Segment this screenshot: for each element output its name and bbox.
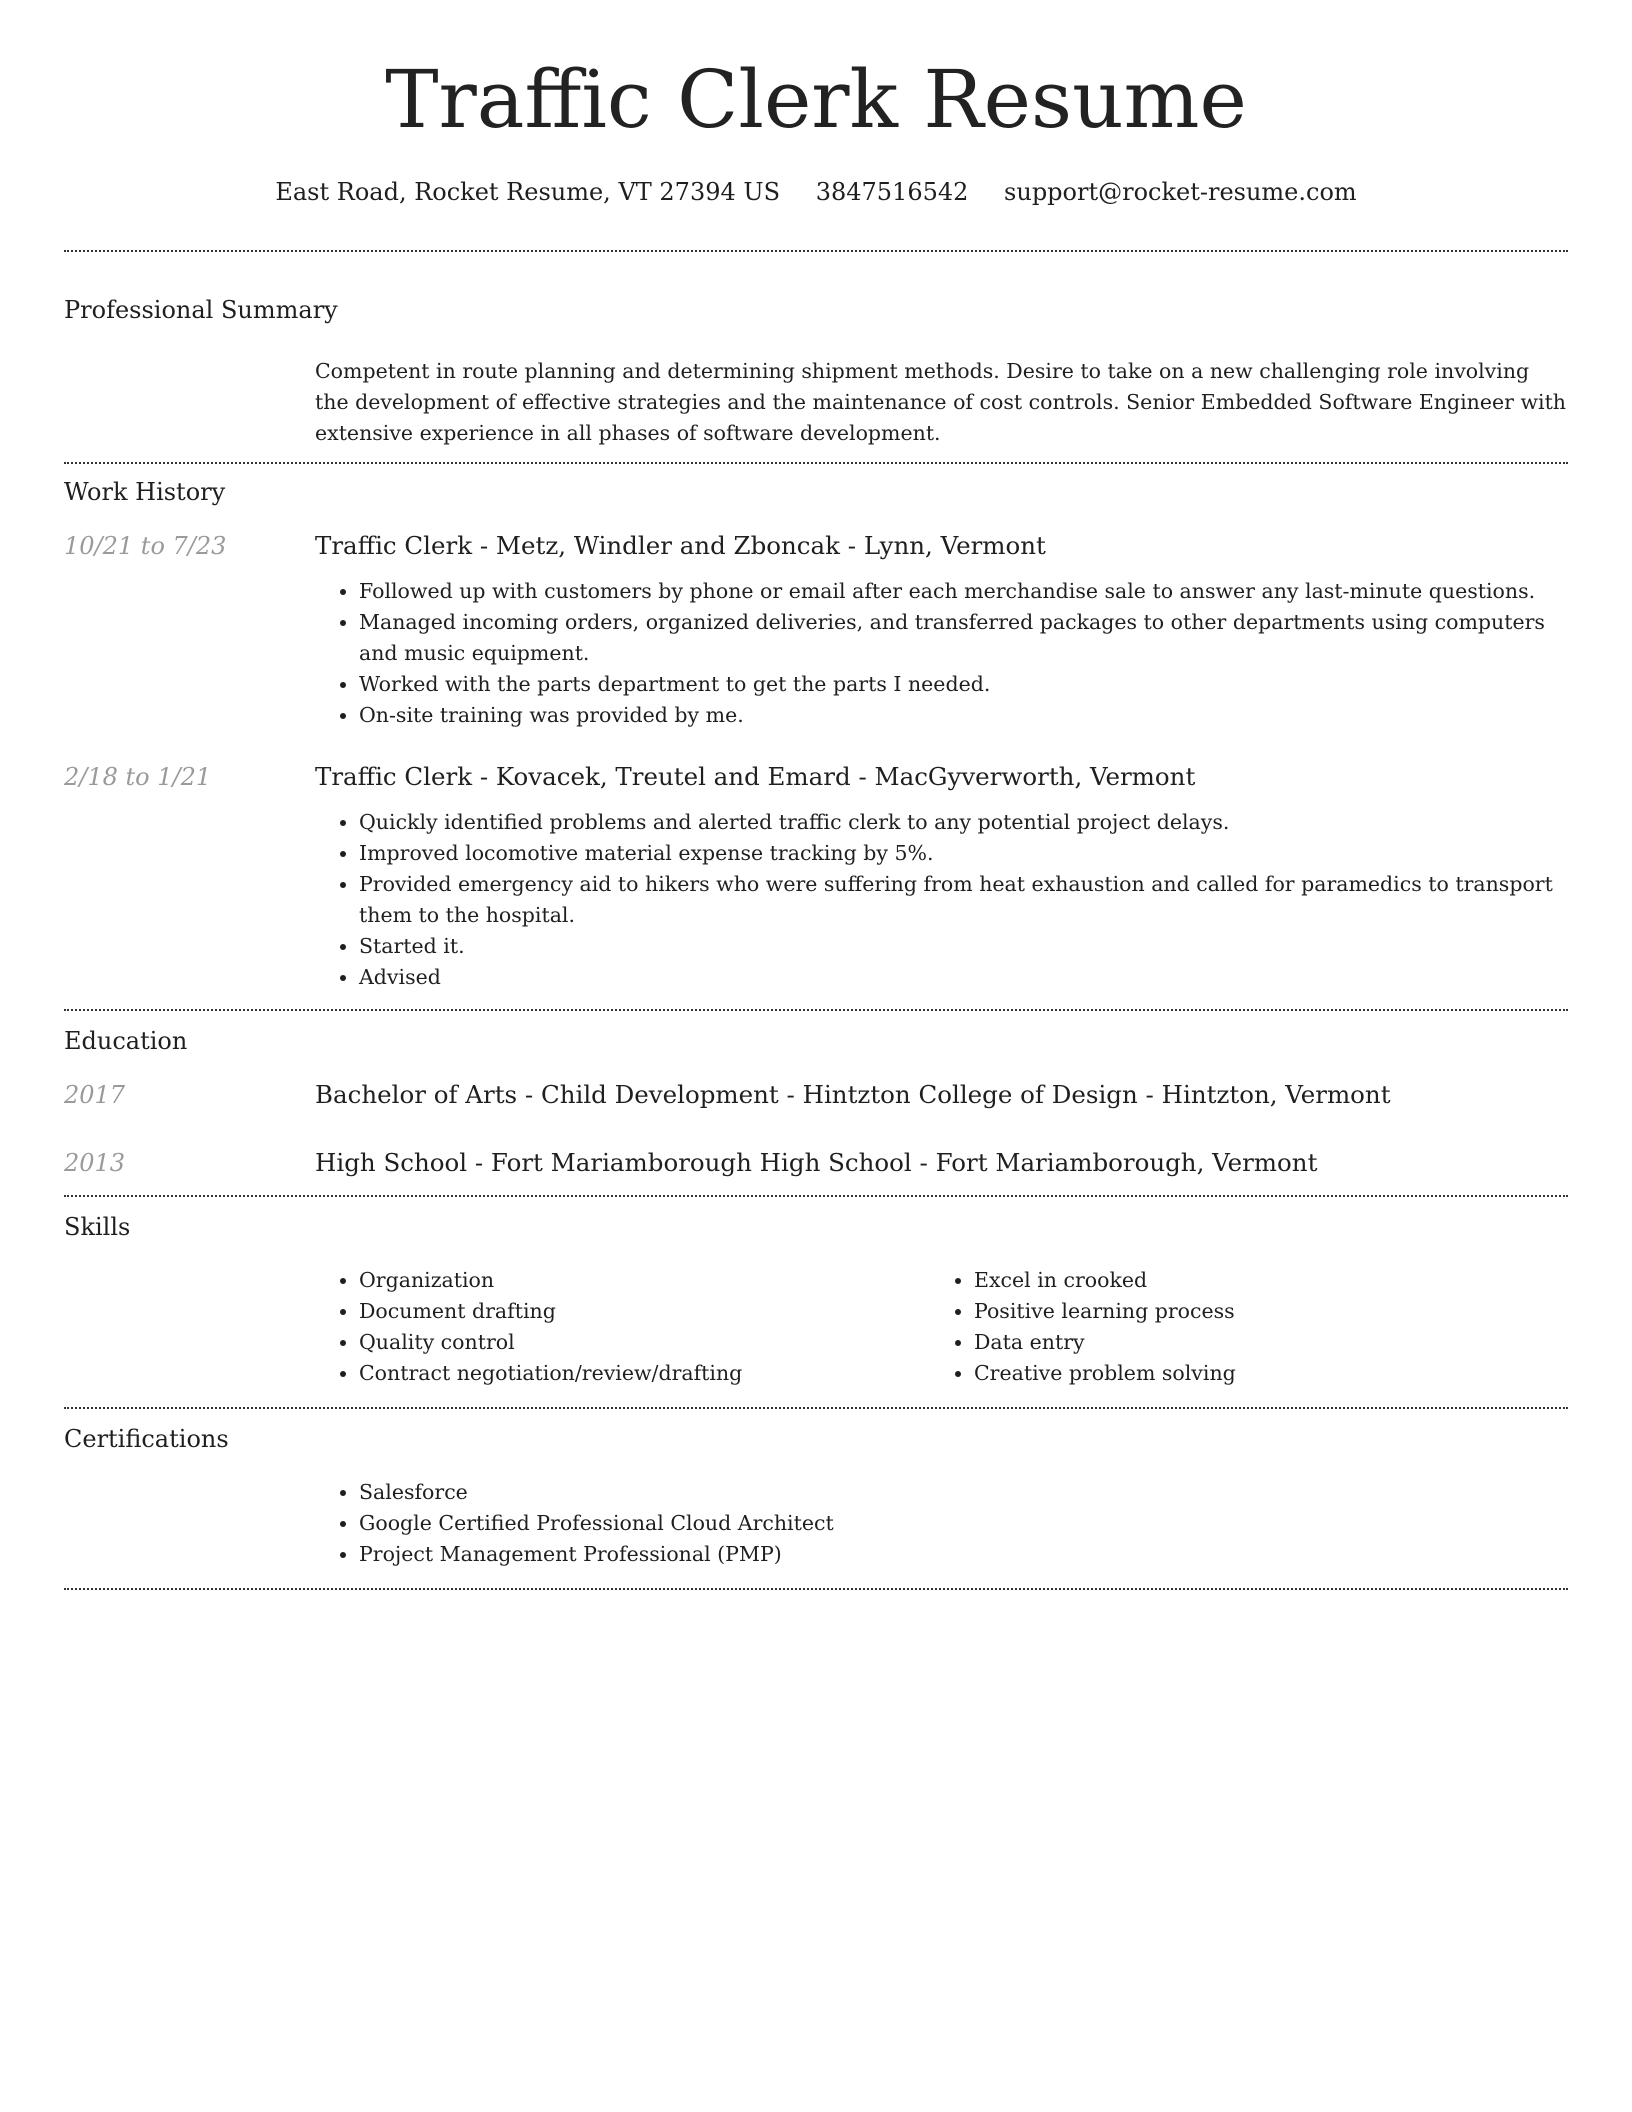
resume-title: Traffic Clerk Resume — [385, 53, 1247, 146]
list-item: • Quickly identified problems and alerted traffic clerk to any potential project delays. — [359, 807, 1568, 838]
job-entry — [64, 761, 1568, 993]
section-heading-work-history: Work History — [64, 478, 226, 506]
certifications-list — [315, 1477, 1568, 1570]
skills-column-right — [930, 1265, 1545, 1389]
education-entry — [64, 1079, 1568, 1111]
section-heading-certifications: Certifications — [64, 1425, 229, 1453]
list-item: • Advised — [359, 962, 1568, 993]
list-item: • Improved locomotive material expense tracking by 5%. — [359, 838, 1568, 869]
education-year: 2017 — [64, 1081, 126, 1109]
list-item: • Quality control — [359, 1327, 930, 1358]
list-item: • Creative problem solving — [974, 1358, 1545, 1389]
list-item: • Salesforce — [359, 1477, 1568, 1508]
list-item: • Project Management Professional (PMP) — [359, 1539, 1568, 1570]
job-title: Traffic Clerk - Metz, Windler and Zboncak - Lynn, Vermont — [315, 531, 1046, 560]
certifications-row — [64, 1477, 1568, 1570]
summary-text: Competent in route planning and determining shipment methods. Desire to take on a new challenging role involving the development of effective strategies and the maintenance of cost controls. Senior Embedded Software Engineer with extensive experience in all phases of software development. — [315, 359, 1567, 445]
job-dates: 10/21 to 7/23 — [64, 532, 227, 560]
section-heading-education: Education — [64, 1027, 188, 1055]
education-title: High School - Fort Mariamborough High School - Fort Mariamborough, Vermont — [315, 1148, 1318, 1177]
list-item: • Followed up with customers by phone or email after each merchandise sale to answer any last-minute questions. — [359, 576, 1568, 607]
contact-phone: 3847516542 — [815, 178, 969, 206]
list-item: • Provided emergency aid to hikers who were suffering from heat exhaustion and called for paramedics to transport them to the hospital. — [359, 869, 1568, 931]
list-item: • Organization — [359, 1265, 930, 1296]
list-item: • Contract negotiation/review/drafting — [359, 1358, 930, 1389]
list-item: • Positive learning process — [974, 1296, 1545, 1327]
list-item: • On-site training was provided by me. — [359, 700, 1568, 731]
contact-address: East Road, Rocket Resume, VT 27394 US — [275, 178, 781, 206]
list-item: • Started it. — [359, 931, 1568, 962]
list-item: • Managed incoming orders, organized deliveries, and transferred packages to other departments using computers and music equipment. — [359, 607, 1568, 669]
section-heading-summary: Professional Summary — [64, 296, 338, 324]
job-entry — [64, 530, 1568, 731]
contact-email: support@rocket-resume.com — [1004, 178, 1357, 206]
job-title: Traffic Clerk - Kovacek, Treutel and Emard - MacGyverworth, Vermont — [315, 762, 1196, 791]
education-title: Bachelor of Arts - Child Development - Hintzton College of Design - Hintzton, Vermont — [315, 1080, 1391, 1109]
skills-column-left — [315, 1265, 930, 1389]
list-item: • Google Certified Professional Cloud Architect — [359, 1508, 1568, 1539]
list-item: • Document drafting — [359, 1296, 930, 1327]
education-year: 2013 — [64, 1149, 126, 1177]
list-item: • Data entry — [974, 1327, 1545, 1358]
divider — [64, 1588, 1568, 1590]
education-entry — [64, 1147, 1568, 1179]
skills-row — [64, 1265, 1568, 1389]
resume-page — [64, 0, 1568, 1590]
list-item: • Worked with the parts department to get the parts I needed. — [359, 669, 1568, 700]
job-dates: 2/18 to 1/21 — [64, 763, 212, 791]
section-heading-skills: Skills — [64, 1213, 131, 1241]
job-bullets — [315, 807, 1568, 993]
contact-line — [64, 172, 1568, 212]
list-item: • Excel in crooked — [974, 1265, 1545, 1296]
job-bullets — [315, 576, 1568, 731]
summary-row — [64, 356, 1568, 449]
